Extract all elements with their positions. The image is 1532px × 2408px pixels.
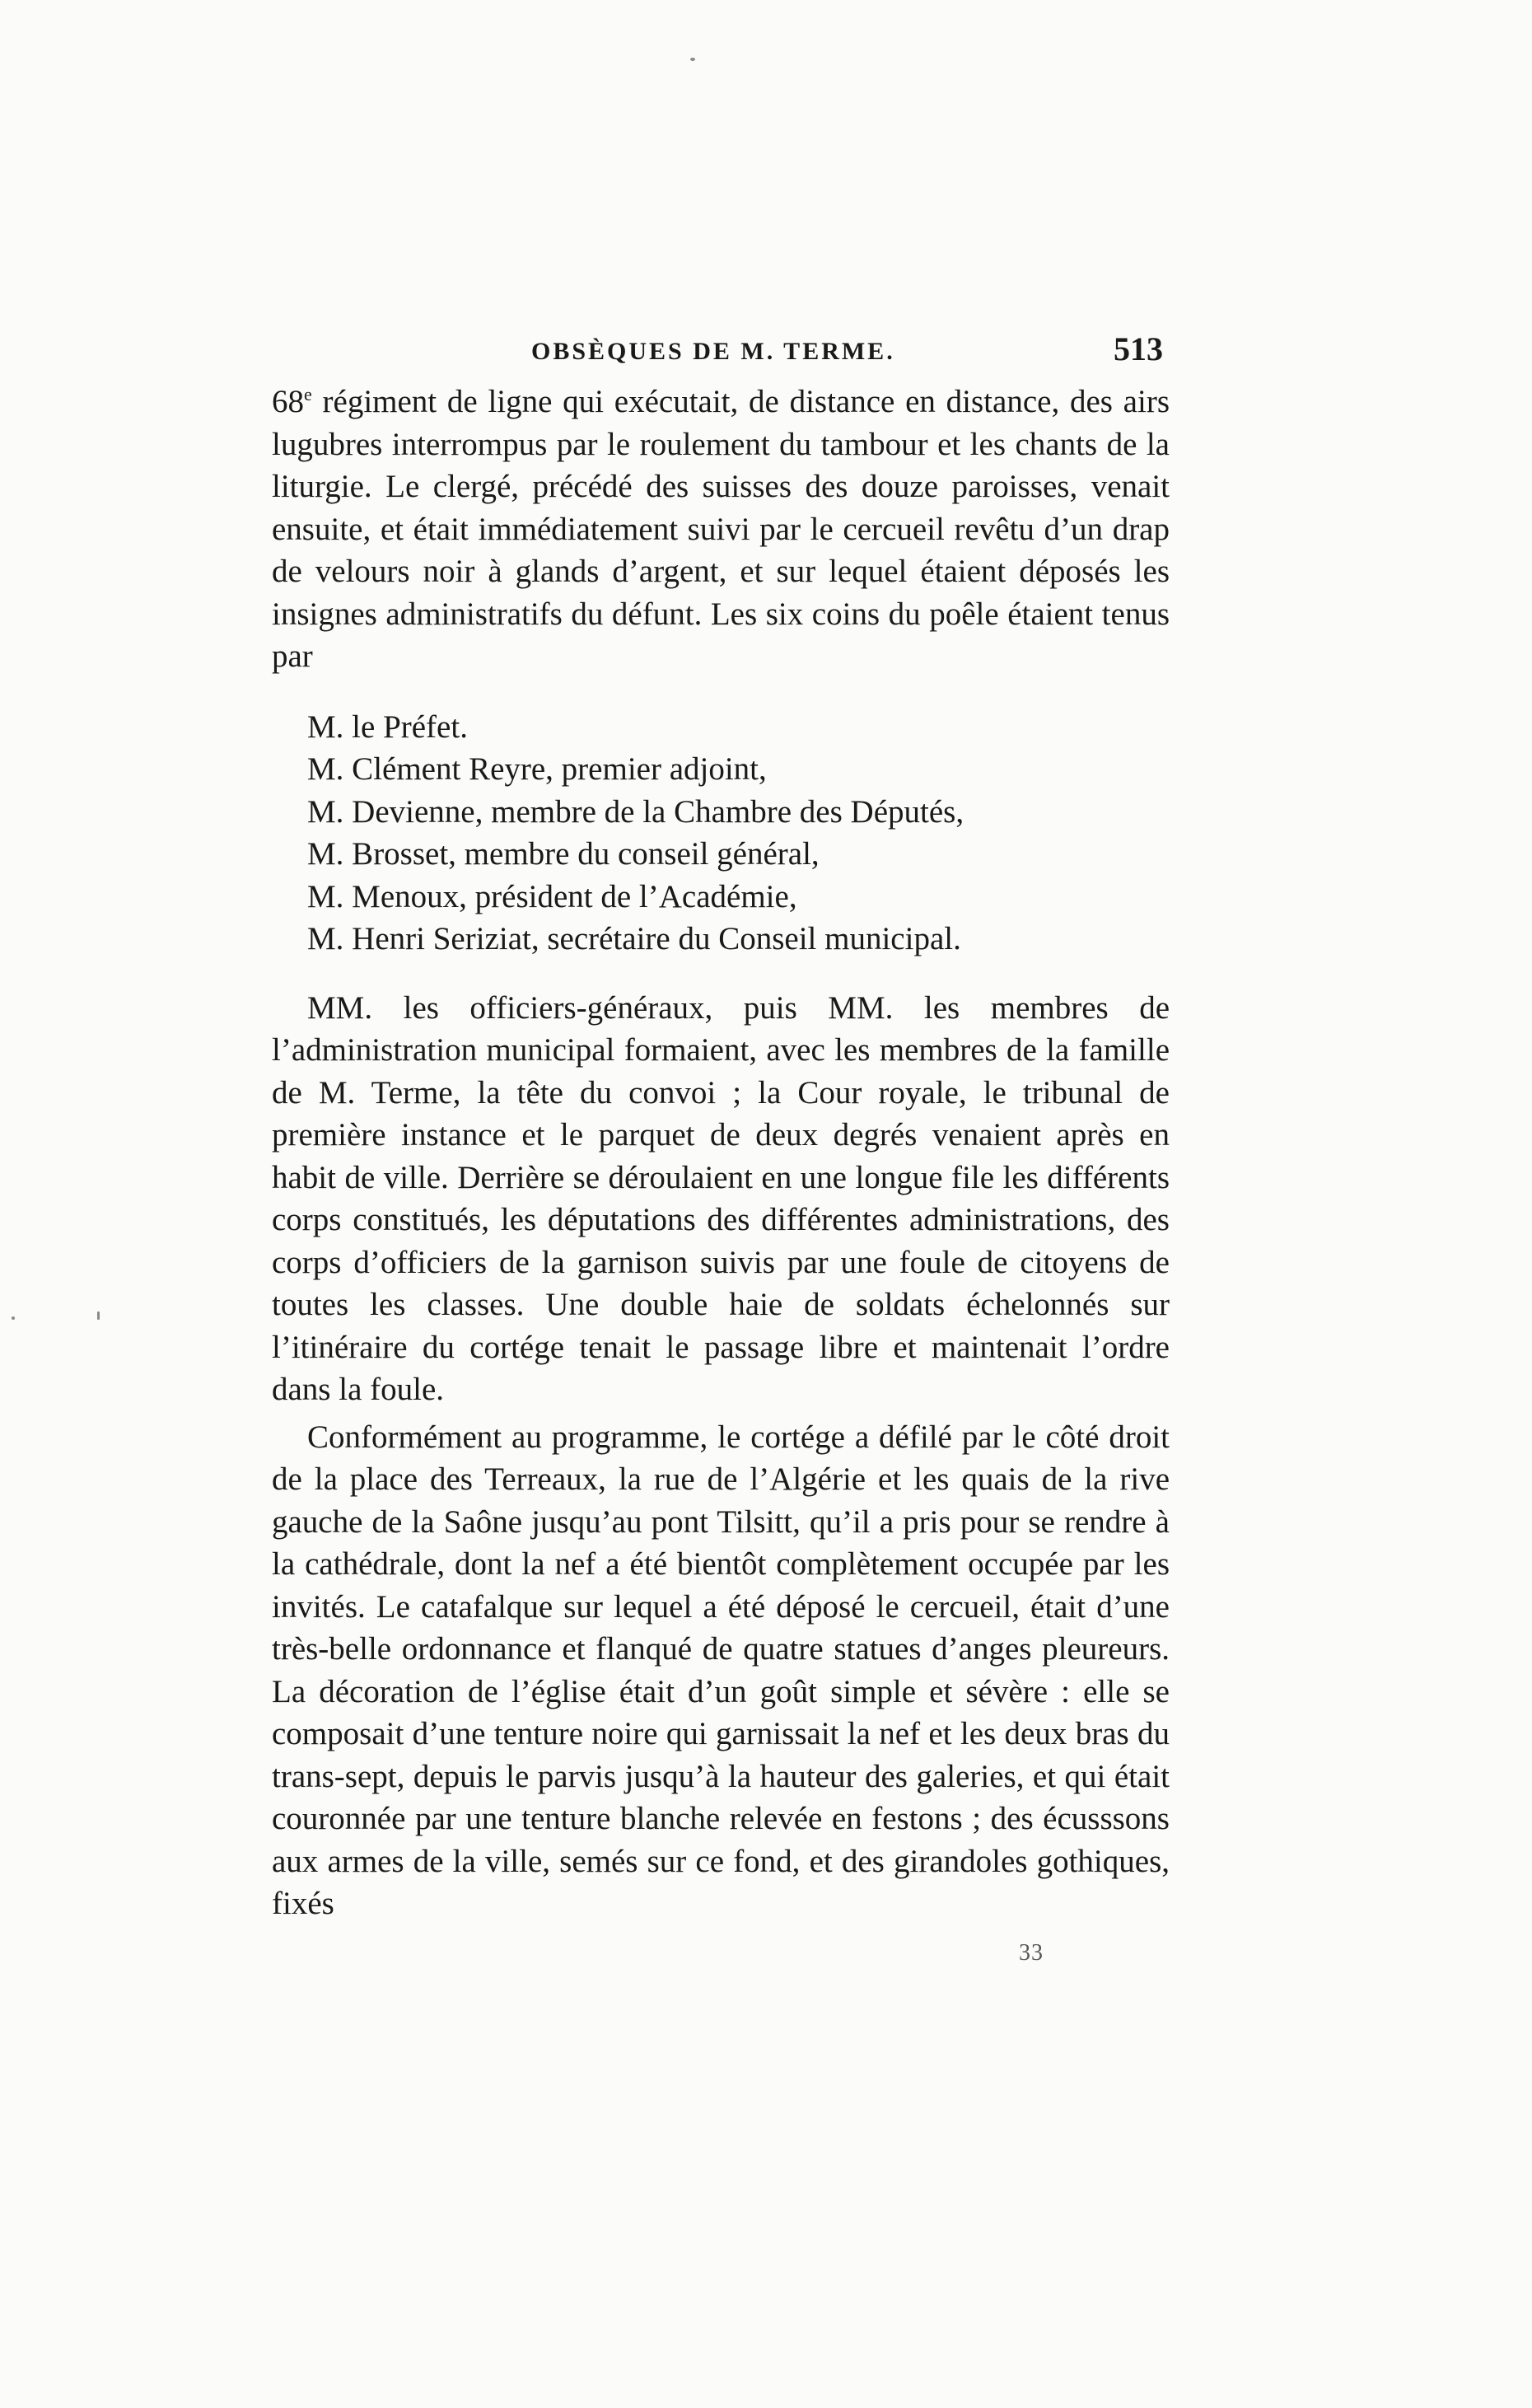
pallbearer-item: M. Henri Seriziat, secrétaire du Conseil municipal. — [307, 921, 961, 956]
running-head — [272, 330, 1170, 381]
paragraph-convoy: MM. les officiers-généraux, puis MM. les membres de l’administration municipal formaient, avec les membres de la famille de M. Terme, la tête du convoi ; la Cour royale, le tribunal de première instance et le parquet de deux degrés venaient après en habit de ville. Derrière se déroulaient en une longue file les différents corps constitués, les députations des différentes administrations, des corps d’officiers de la garnison suivis par une foule de citoyens de toutes les classes. Une double haie de soldats échelonnés sur l’itinéraire du cortége tenait le passage libre et maintenait l’ordre dans la foule. — [272, 989, 1170, 1407]
pallbearer-item: M. le Préfet. — [307, 708, 468, 745]
ink-speck — [12, 1316, 15, 1320]
regiment-number: 68 — [272, 384, 304, 419]
page-number: 513 — [1114, 330, 1163, 367]
running-title: OBSÈQUES DE M. TERME. — [531, 338, 895, 365]
ink-speck — [97, 1312, 100, 1320]
paragraph-procession-text: régiment de ligne qui exécutait, de distance en distance, des airs lugubres interrompus par le roulement du tambour et les chants de la liturgie. Le clergé, précédé des suisses des douze paroisses, venait ensuite, et était immédiatement suivi par le cercueil revêtu d’un drap de velours noir à glands d’argent, et sur lequel étaient déposés les insignes administratifs du défunt. Les six coins du poêle étaient tenus par — [272, 384, 1170, 674]
page-text-block — [272, 330, 1170, 1925]
pallbearers-list — [272, 706, 1170, 961]
ink-speck — [690, 58, 695, 61]
pallbearer-item: M. Menoux, président de l’Académie, — [307, 878, 797, 914]
paragraph-cathedral: Conformément au programme, le cortége a défilé par le côté droit de la place des Terreaux, la rue de l’Algérie et les quais de la rive gauche de la Saône jusqu’au pont Tilsitt, qu’il a pris pour se rendre à la cathédrale, dont la nef a été bientôt complètement occupée par les invités. Le catafalque sur lequel a été déposé le cercueil, était d’une très-belle ordonnance et flanqué de quatre statues d’anges pleureurs. La décoration de l’église était d’un goût simple et sévère : elle se composait d’une tenture noire qui garnissait la nef et les deux bras du trans-sept, depuis le parvis jusqu’à la hauteur des galeries, et qui était couronnée par une tenture blanche relevée en festons ; des écusssons aux armes de la ville, semés sur ce fond, et des girandoles gothiques, fixés — [272, 1419, 1170, 1921]
paragraph-procession — [272, 381, 1170, 678]
signature-mark: 33 — [1019, 1940, 1044, 1966]
pallbearer-item: M. Devienne, membre de la Chambre des Députés, — [307, 793, 965, 830]
pallbearer-item: M. Clément Reyre, premier adjoint, — [307, 751, 767, 787]
pallbearer-item: M. Brosset, membre du conseil général, — [307, 836, 820, 872]
ordinal-superscript: e — [304, 384, 312, 404]
